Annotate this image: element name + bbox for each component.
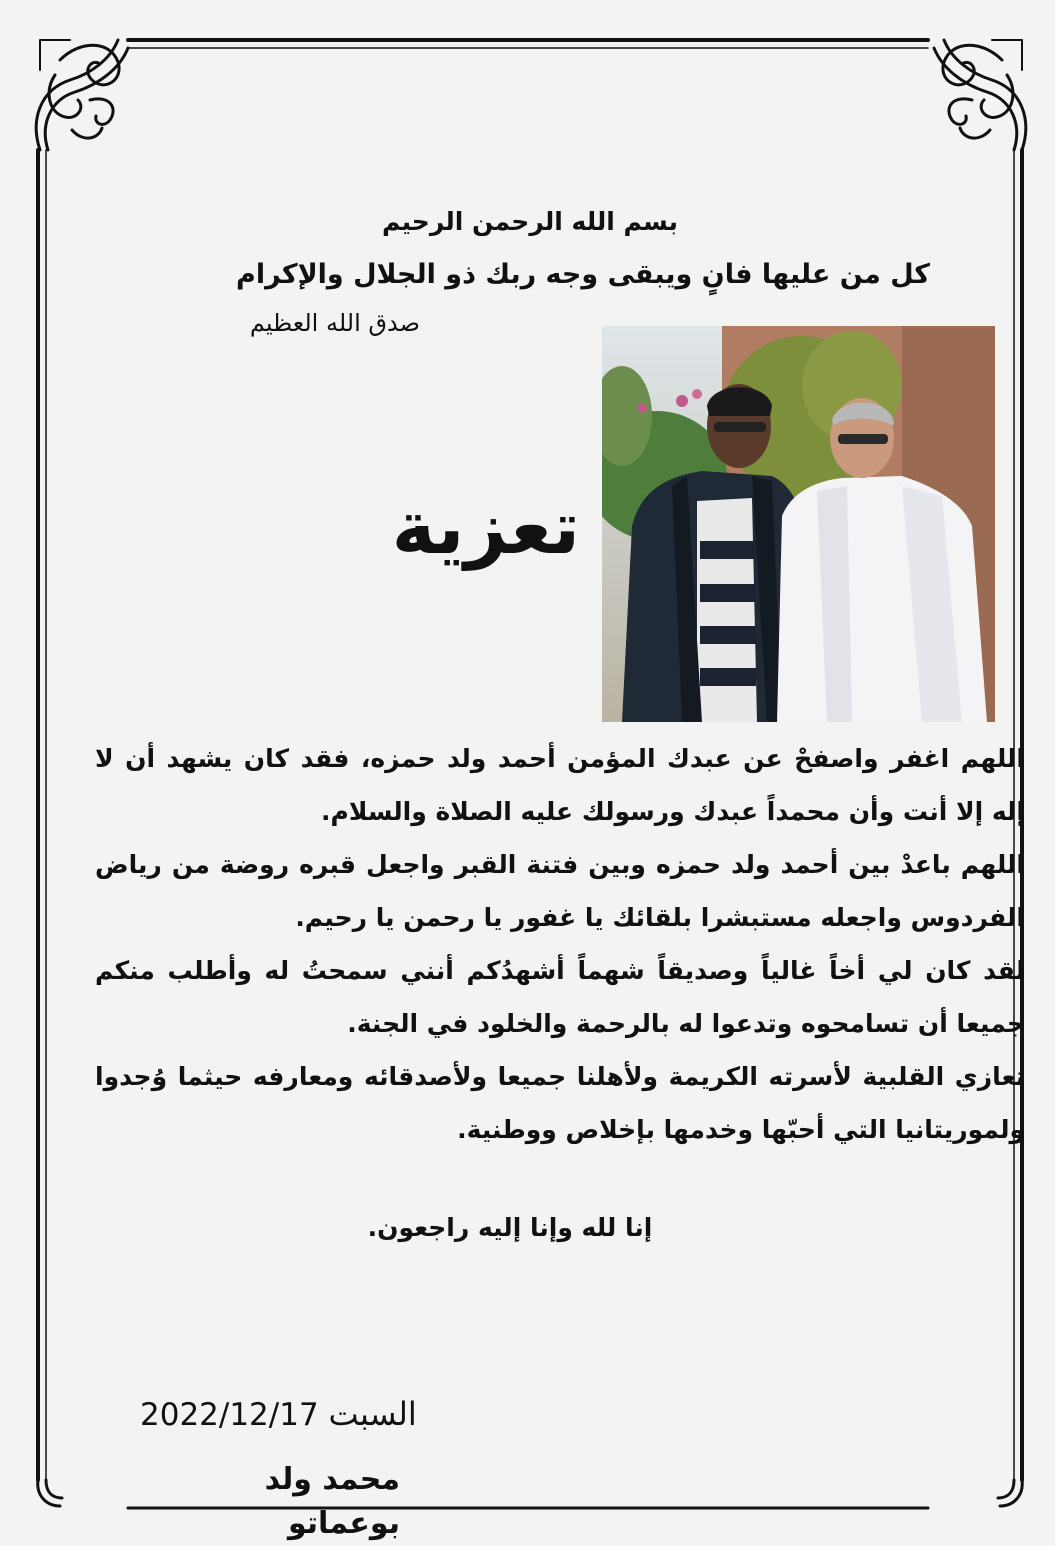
corner-ornament-top-right-icon <box>934 40 1026 150</box>
signature: محمد ولد بوعماتو <box>264 1462 400 1541</box>
corner-ornament-bottom-right-icon <box>998 1480 1022 1506</box>
photo-two-men-icon <box>602 326 995 722</box>
closing-line: إنا لله وإنا إليه راجعون. <box>367 1213 653 1242</box>
sadaqa-line: صدق الله العظيم <box>249 309 420 337</box>
paragraph: اللهم باعدْ بين أحمد ولد حمزه وبين فتنة القبر واجعل قبره روضة من رياض الفردوس واجعله مستبشرا بلقائك يا غفور يا رحمن يا رحيم. <box>95 850 1025 932</box>
paragraph: اللهم اغفر واصفحْ عن عبدك المؤمن أحمد ولد حمزه، فقد كان يشهد أن لا إله إلا أنت وأن محمداً عبدك ورسولك عليه الصلاة والسلام. <box>95 744 1025 826</box>
date-number: 2022/12/17 <box>140 1397 319 1433</box>
corner-ornament-top-left-icon <box>36 40 128 150</box>
page-title: تعزية <box>391 485 580 571</box>
date-day: السبت <box>328 1395 417 1433</box>
quran-verse: كل من عليها فانٍ ويبقى وجه ربك ذو الجلال والإكرام <box>236 259 930 290</box>
condolence-text <box>95 732 1025 1156</box>
condolence-photo <box>602 326 995 722</box>
paragraph: لقد كان لي أخاً غالياً وصديقاً شهماً أشهدُكم أنني سمحتُ له وأطلب منكم جميعا أن تسامحوه وتدعوا له بالرحمة والخلود في الجنة. <box>95 956 1025 1038</box>
paragraph: تعازي القلبية لأسرته الكريمة ولأهلنا جميعا ولأصدقائه ومعارفه حيثما وُجدوا ولموريتانيا التي أحبّها وخدمها بإخلاص ووطنية. <box>95 1062 1025 1144</box>
date-line <box>140 1392 440 1437</box>
basmala-heading: بسم الله الرحمن الرحيم <box>382 207 678 236</box>
corner-ornament-bottom-left-icon <box>38 1480 62 1506</box>
